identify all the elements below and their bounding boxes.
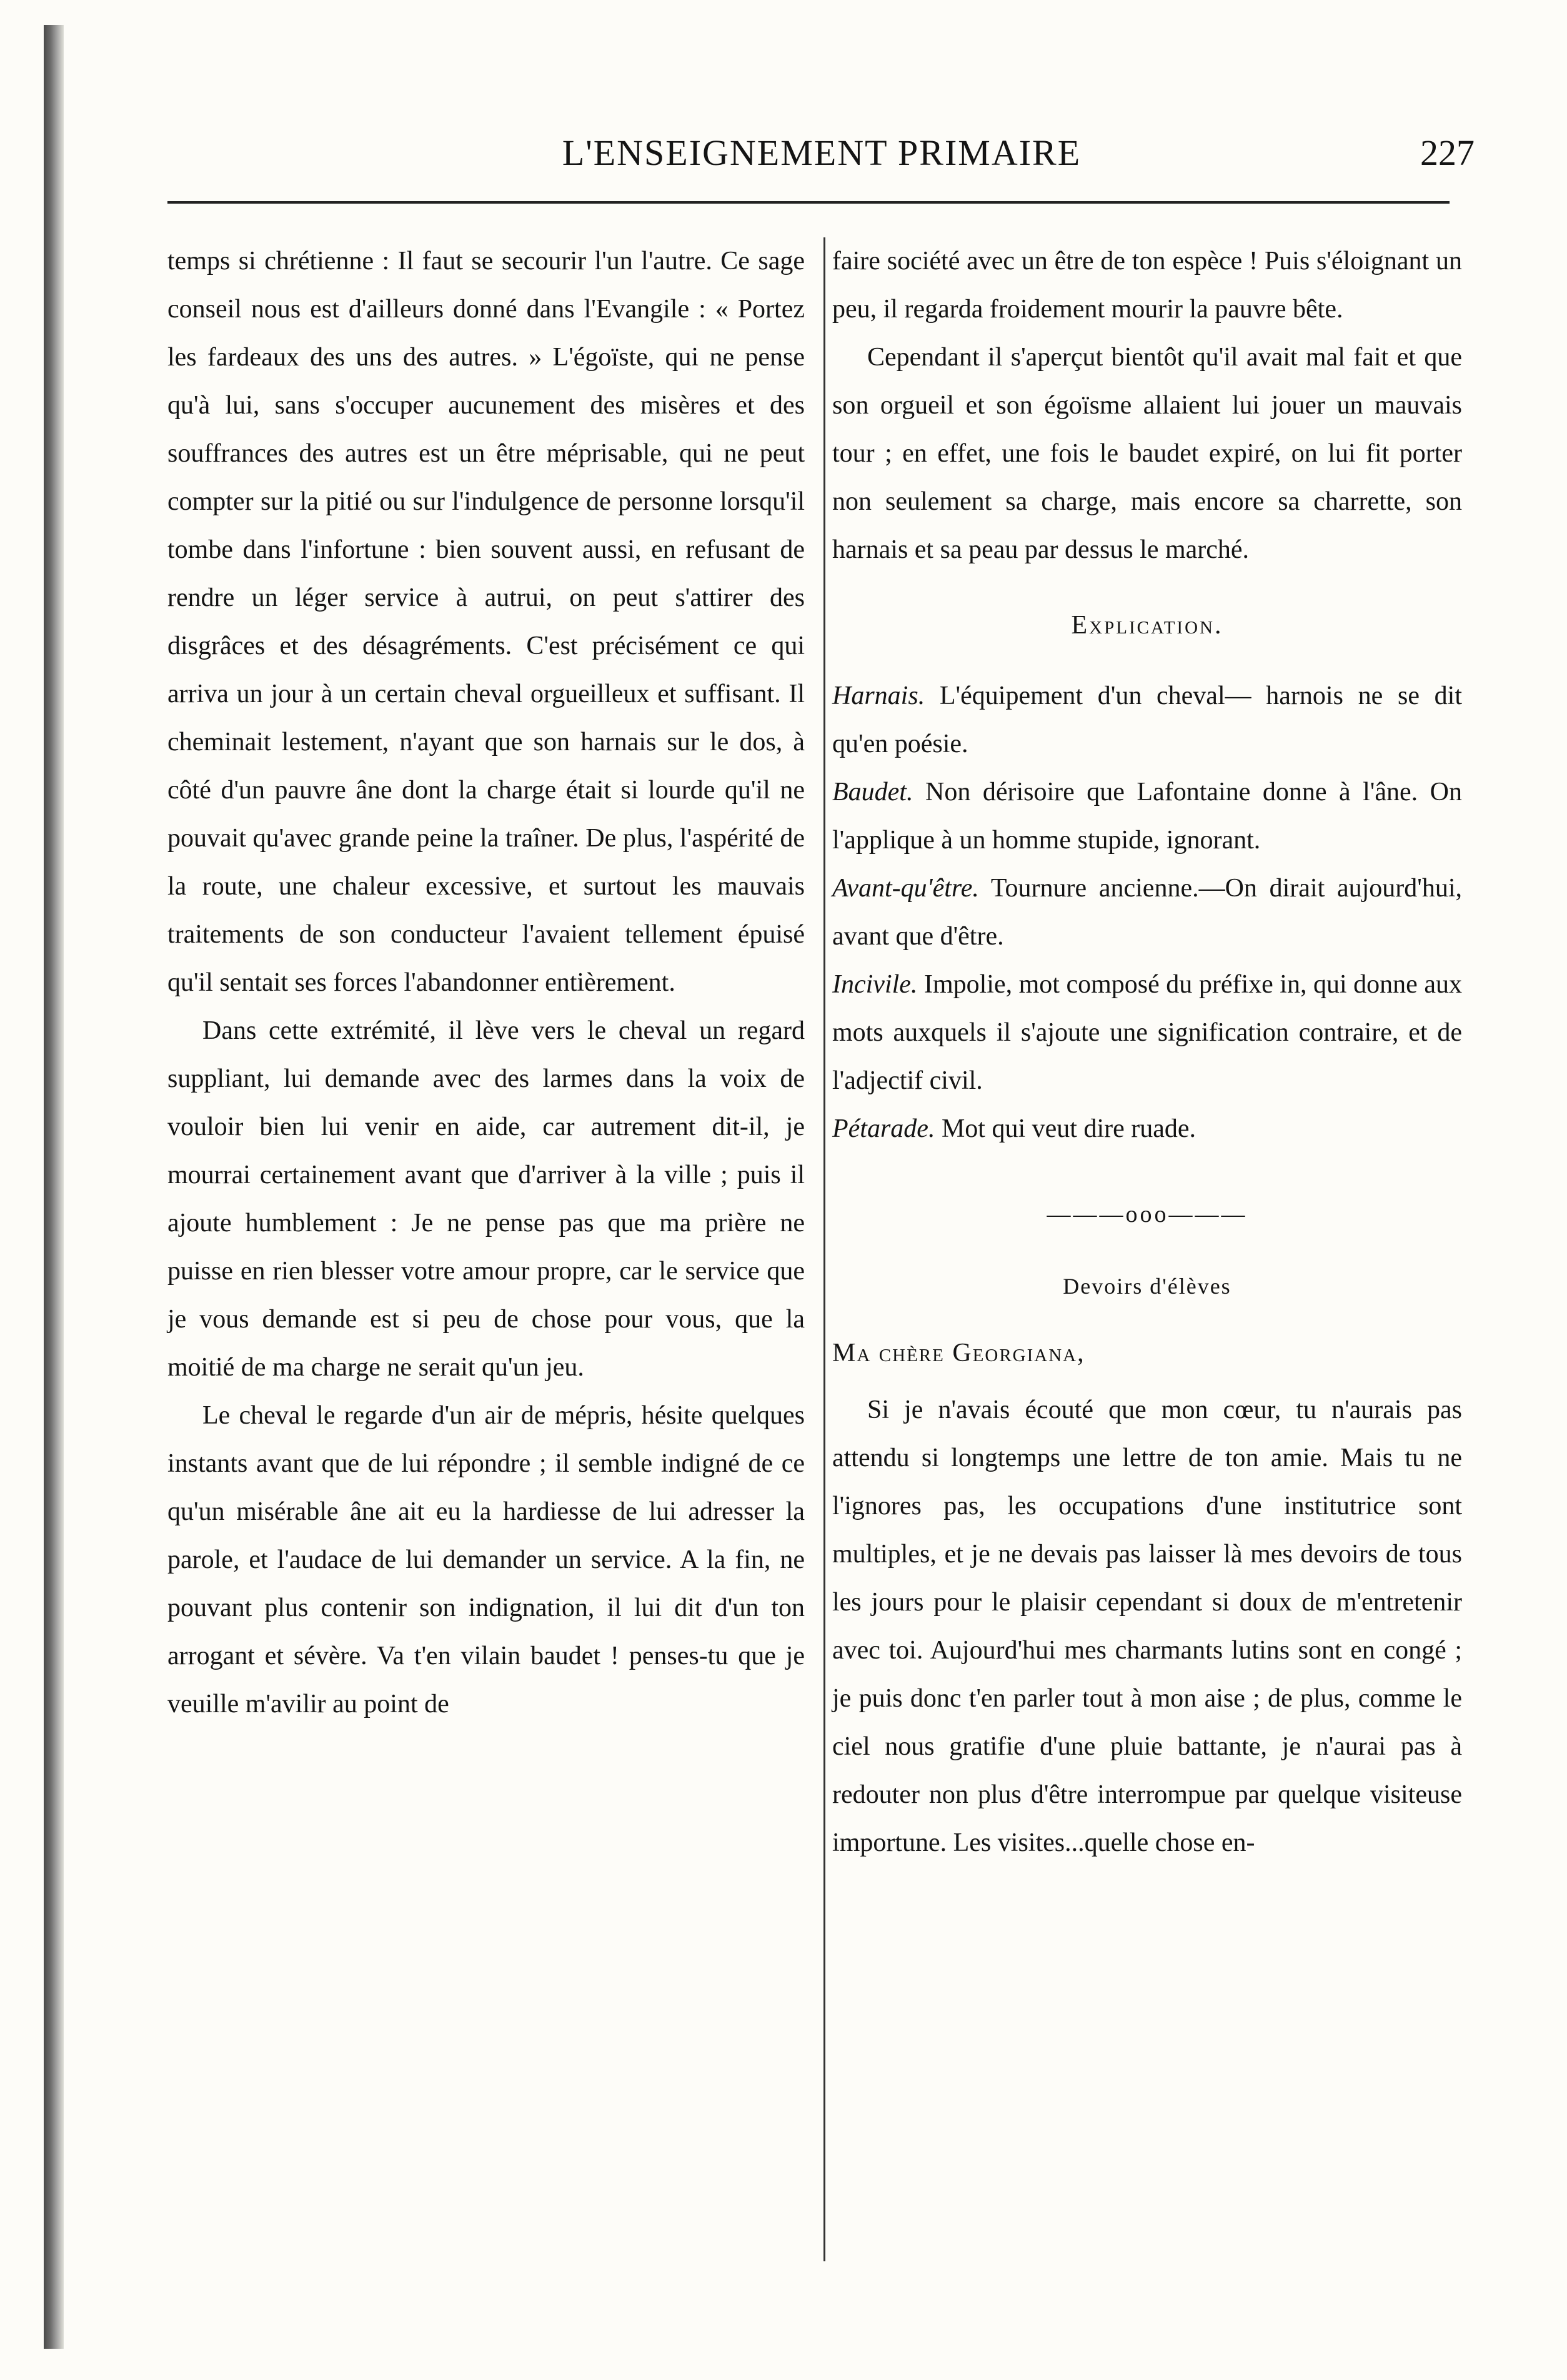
- header-rule: [167, 201, 1450, 204]
- glossary-term: Pétarade.: [832, 1114, 935, 1143]
- right-paragraph-1: faire société avec un être de ton espèce ! Puis s'éloignant un peu, il regarda froidement mourir la pauvre bête.: [832, 247, 1462, 324]
- left-paragraph-2: Dans cette extrémité, il lève vers le cheval un regard suppliant, lui demande avec des larmes dans la voix de vouloir bien lui venir en aide, car autrement dit-il, je mourrai certainement avant que d'arriver à la ville ; puis il ajoute humblement : Je ne pense pas que ma prière ne puisse en rien blesser votre amour propre, car le service que je vous demande est si peu de chose pour vous, que la moitié de ma charge ne serait qu'un jeu.: [167, 1016, 805, 1382]
- page-header: [169, 125, 1475, 181]
- glossary-entry: [832, 672, 1462, 768]
- running-title: L'ENSEIGNEMENT PRIMAIRE: [562, 132, 1082, 173]
- glossary-definition: L'équipement d'un cheval— harnois ne se dit qu'en poésie.: [832, 682, 1462, 758]
- devoirs-heading: Devoirs d'élèves: [1063, 1274, 1231, 1299]
- right-paragraph-2: Cependant il s'aperçut bientôt qu'il avait mal fait et que son orgueil et son égoïsme allaient lui jouer un mauvais tour ; en effet, une fois le baudet expiré, on lui fit porter non seulement sa charge, mais encore sa charrette, son harnais et sa peau par dessus le marché.: [832, 343, 1462, 564]
- glossary-term: Baudet.: [832, 778, 913, 806]
- glossary-definition: Tournure ancienne.—On dirait aujourd'hui, avant que d'être.: [832, 874, 1462, 951]
- glossary-entry: [832, 768, 1462, 865]
- glossary-entry: [832, 1105, 1462, 1153]
- right-column: [832, 237, 1462, 1867]
- column-divider: [823, 237, 825, 2261]
- left-column: [167, 237, 805, 1728]
- page-number: 227: [1420, 132, 1475, 173]
- glossary-term: Avant-qu'être.: [832, 874, 979, 903]
- left-paragraph-1: temps si chrétienne : Il faut se secourir l'un l'autre. Ce sage conseil nous est d'ailleurs donné dans l'Evangile : « Portez les fardeaux des uns des autres. » L'égoïste, qui ne pense qu'à lui, sans s'occuper aucunement des misères et des souffrances des autres est un être méprisable, qui ne peut compter sur la pitié ou sur l'indulgence de personne lorsqu'il tombe dans l'infortune : bien souvent aussi, en refusant de rendre un léger service à autrui, on peut s'attirer des disgrâces et des désagréments. C'est précisément ce qui arriva un jour à un certain cheval orgueilleux et suffisant. Il cheminait lestement, n'ayant que son harnais sur le dos, à côté d'un pauvre âne dont la charge était si lourde qu'il ne pouvait qu'avec grande peine la traîner. De plus, l'aspérité de la route, une chaleur excessive, et surtout les mauvais traitements de son conducteur l'avaient tellement épuisé qu'il sentait ses forces l'abandonner entièrement.: [167, 247, 805, 997]
- glossary-term: Harnais.: [832, 682, 925, 710]
- letter-paragraph: Si je n'avais écouté que mon cœur, tu n'aurais pas attendu si longtemps une lettre de ton amie. Mais tu ne l'ignores pas, les occupations d'une institutrice sont multiples, et je ne devais pas laisser là mes devoirs de tous les jours pour le plaisir cependant si doux de m'entretenir avec toi. Aujourd'hui mes charmants lutins sont en congé ; je puis donc t'en parler tout à mon aise ; de plus, comme le ciel nous gratifie d'une pluie battante, je n'aurai pas à redouter non plus d'être interrompue par quelque visiteuse importune. Les visites...quelle chose en-: [832, 1396, 1462, 1857]
- left-paragraph-3: Le cheval le regarde d'un air de mépris, hésite quelques instants avant que de lui répondre ; il semble indigné de ce qu'un misérable âne ait eu la hardiesse de lui adresser la parole, et l'audace de lui demander un service. A la fin, ne pouvant plus contenir son indignation, il lui dit d'un ton arrogant et sévère. Va t'en vilain baudet ! penses-tu que je veuille m'avilir au point de: [167, 1401, 805, 1718]
- glossary-term: Incivile.: [832, 970, 918, 999]
- glossary-definition: Mot qui veut dire ruade.: [941, 1114, 1196, 1143]
- page-binding-edge: [44, 25, 64, 2349]
- glossary-entry: [832, 865, 1462, 961]
- glossary-definition: Impolie, mot composé du préfixe in, qui donne aux mots auxquels il s'ajoute une signification contraire, et de l'adjectif civil.: [832, 970, 1462, 1095]
- letter-salutation: Ma chère Georgiana,: [832, 1339, 1085, 1367]
- glossary: [832, 672, 1462, 1153]
- explication-heading: Explication.: [1071, 611, 1223, 640]
- glossary-entry: [832, 961, 1462, 1105]
- section-ornament: ———ooo———: [1047, 1201, 1248, 1227]
- glossary-definition: Non dérisoire que Lafontaine donne à l'âne. On l'applique à un homme stupide, ignorant.: [832, 778, 1463, 855]
